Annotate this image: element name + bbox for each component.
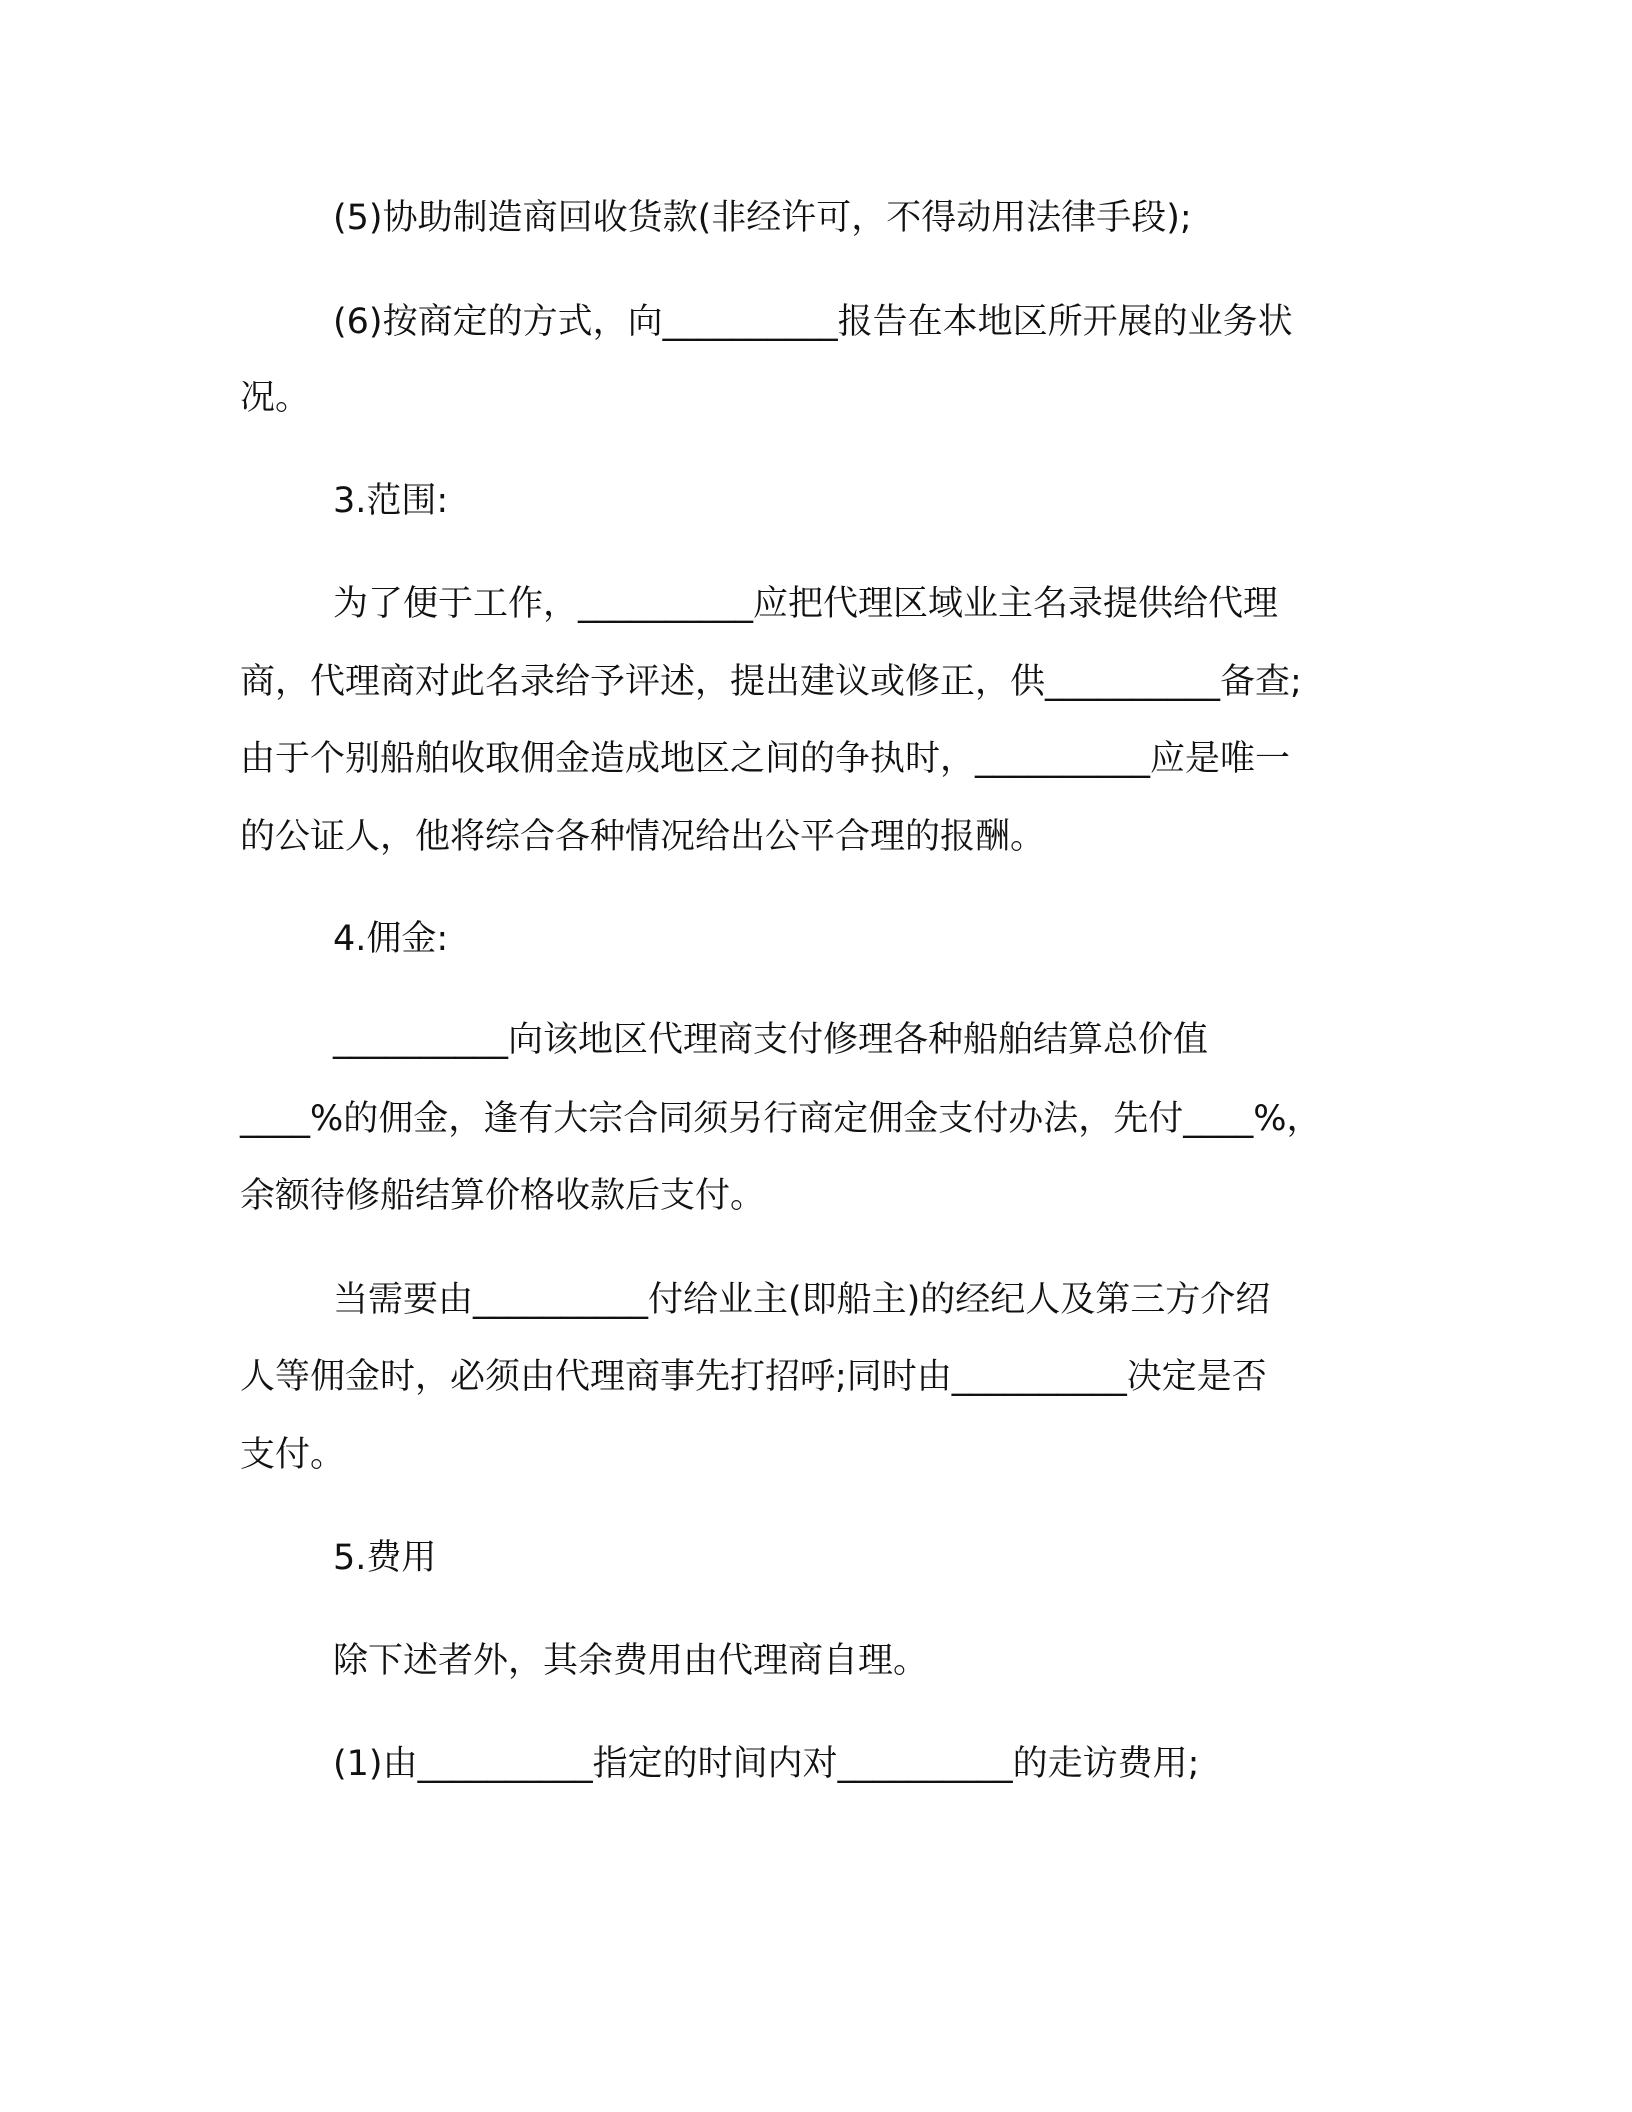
- broker-paragraph-line-2: 人等佣金时，必须由代理商事先打招呼;同时由__________决定是否: [240, 1357, 1267, 1397]
- item-6-line-1: (6)按商定的方式，向__________报告在本地区所开展的业务状: [333, 302, 1293, 342]
- section-4-heading: 4.佣金:: [333, 919, 449, 959]
- scope-paragraph-line-1: 为了便于工作，__________应把代理区域业主名录提供给代理: [333, 584, 1279, 624]
- item-5-line: (5)协助制造商回收货款(非经许可，不得动用法律手段);: [333, 198, 1192, 238]
- expenses-intro-line: 除下述者外，其余费用由代理商自理。: [333, 1641, 929, 1681]
- broker-paragraph-line-1: 当需要由__________付给业主(即船主)的经纪人及第三方介绍: [333, 1280, 1271, 1320]
- expense-item-1-line: (1)由__________指定的时间内对__________的走访费用;: [333, 1744, 1200, 1784]
- commission-paragraph-line-1: __________向该地区代理商支付修理各种船舶结算总价值: [333, 1020, 1209, 1060]
- commission-paragraph-line-2: ____%的佣金，逢有大宗合同须另行商定佣金支付办法，先付____%，: [240, 1099, 1322, 1139]
- section-3-heading: 3.范围:: [333, 481, 449, 521]
- scope-paragraph-line-2: 商，代理商对此名录给予评述，提出建议或修正，供__________备查;: [240, 662, 1302, 702]
- broker-paragraph-line-3: 支付。: [240, 1435, 346, 1475]
- commission-paragraph-line-3: 余额待修船结算价格收款后支付。: [240, 1176, 766, 1216]
- item-6-line-2: 况。: [240, 378, 311, 418]
- section-5-heading: 5.费用: [333, 1538, 437, 1578]
- scope-paragraph-line-4: 的公证人，他将综合各种情况给出公平合理的报酬。: [240, 817, 1046, 857]
- scope-paragraph-line-3: 由于个别船舶收取佣金造成地区之间的争执时，__________应是唯一: [240, 739, 1291, 779]
